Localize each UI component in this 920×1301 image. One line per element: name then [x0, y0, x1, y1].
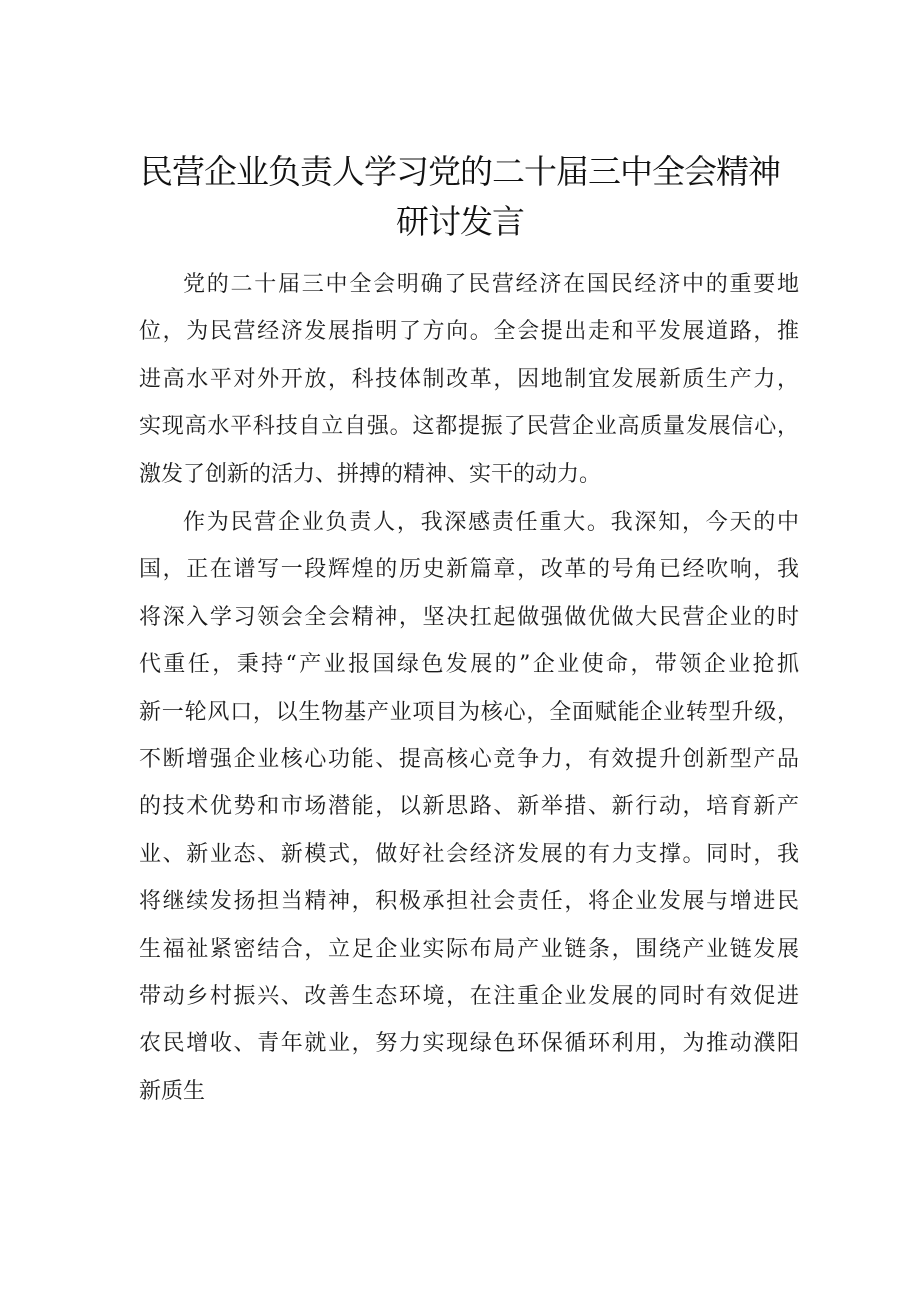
paragraph-line: 农民增收、青年就业，努力实现绿色环保循环利用，为推动濮阳	[139, 1031, 799, 1057]
paragraph-line: 新一轮风口，以生物基产业项目为核心，全面赋能企业转型升级，	[139, 699, 799, 725]
paragraph-line: 位，为民营经济发展指明了方向。全会提出走和平发展道路，推	[139, 319, 799, 345]
paragraph-line: 将深入学习领会全会精神，坚决扛起做强做优做大民营企业的时	[139, 604, 799, 630]
paragraph-line: 作为民营企业负责人，我深感责任重大。我深知，今天的中	[183, 510, 799, 535]
paragraph-line: 生福祉紧密结合，立足企业实际布局产业链条，围绕产业链发展	[139, 936, 799, 962]
paragraph-2	[139, 506, 799, 1122]
paragraph-line: 业、新业态、新模式，做好社会经济发展的有力支撑。同时，我	[139, 841, 799, 867]
paragraph-line: 带动乡村振兴、改善生态环境，在注重企业发展的同时有效促进	[139, 983, 799, 1009]
paragraph-line: 将继续发扬担当精神，积极承担社会责任，将企业发展与增进民	[139, 889, 799, 915]
paragraph-line: 实现高水平科技自立自强。这都提振了民营企业高质量发展信心，	[139, 414, 799, 440]
document-title-line-1: 民营企业负责人学习党的二十届三中全会精神	[140, 152, 780, 191]
paragraph-line: 新质生	[139, 1078, 206, 1104]
paragraph-line: 党的二十届三中全会明确了民营经济在国民经济中的重要地	[183, 272, 799, 297]
paragraph-1	[139, 268, 799, 505]
paragraph-line: 国，正在谱写一段辉煌的历史新篇章，改革的号角已经吹响，我	[139, 557, 799, 583]
paragraph-line: 的技术优势和市场潜能，以新思路、新举措、新行动，培育新产	[139, 794, 799, 820]
paragraph-line: 代重任，秉持“产业报国绿色发展的”企业使命，带领企业抢抓	[139, 652, 799, 678]
document-title-line-2: 研讨发言	[396, 202, 524, 241]
paragraph-line: 激发了创新的活力、拼搏的精神、实干的动力。	[139, 461, 602, 487]
paragraph-line: 进高水平对外开放，科技体制改革，因地制宜发展新质生产力，	[139, 366, 799, 392]
paragraph-line: 不断增强企业核心功能、提高核心竞争力，有效提升创新型产品	[139, 746, 799, 772]
